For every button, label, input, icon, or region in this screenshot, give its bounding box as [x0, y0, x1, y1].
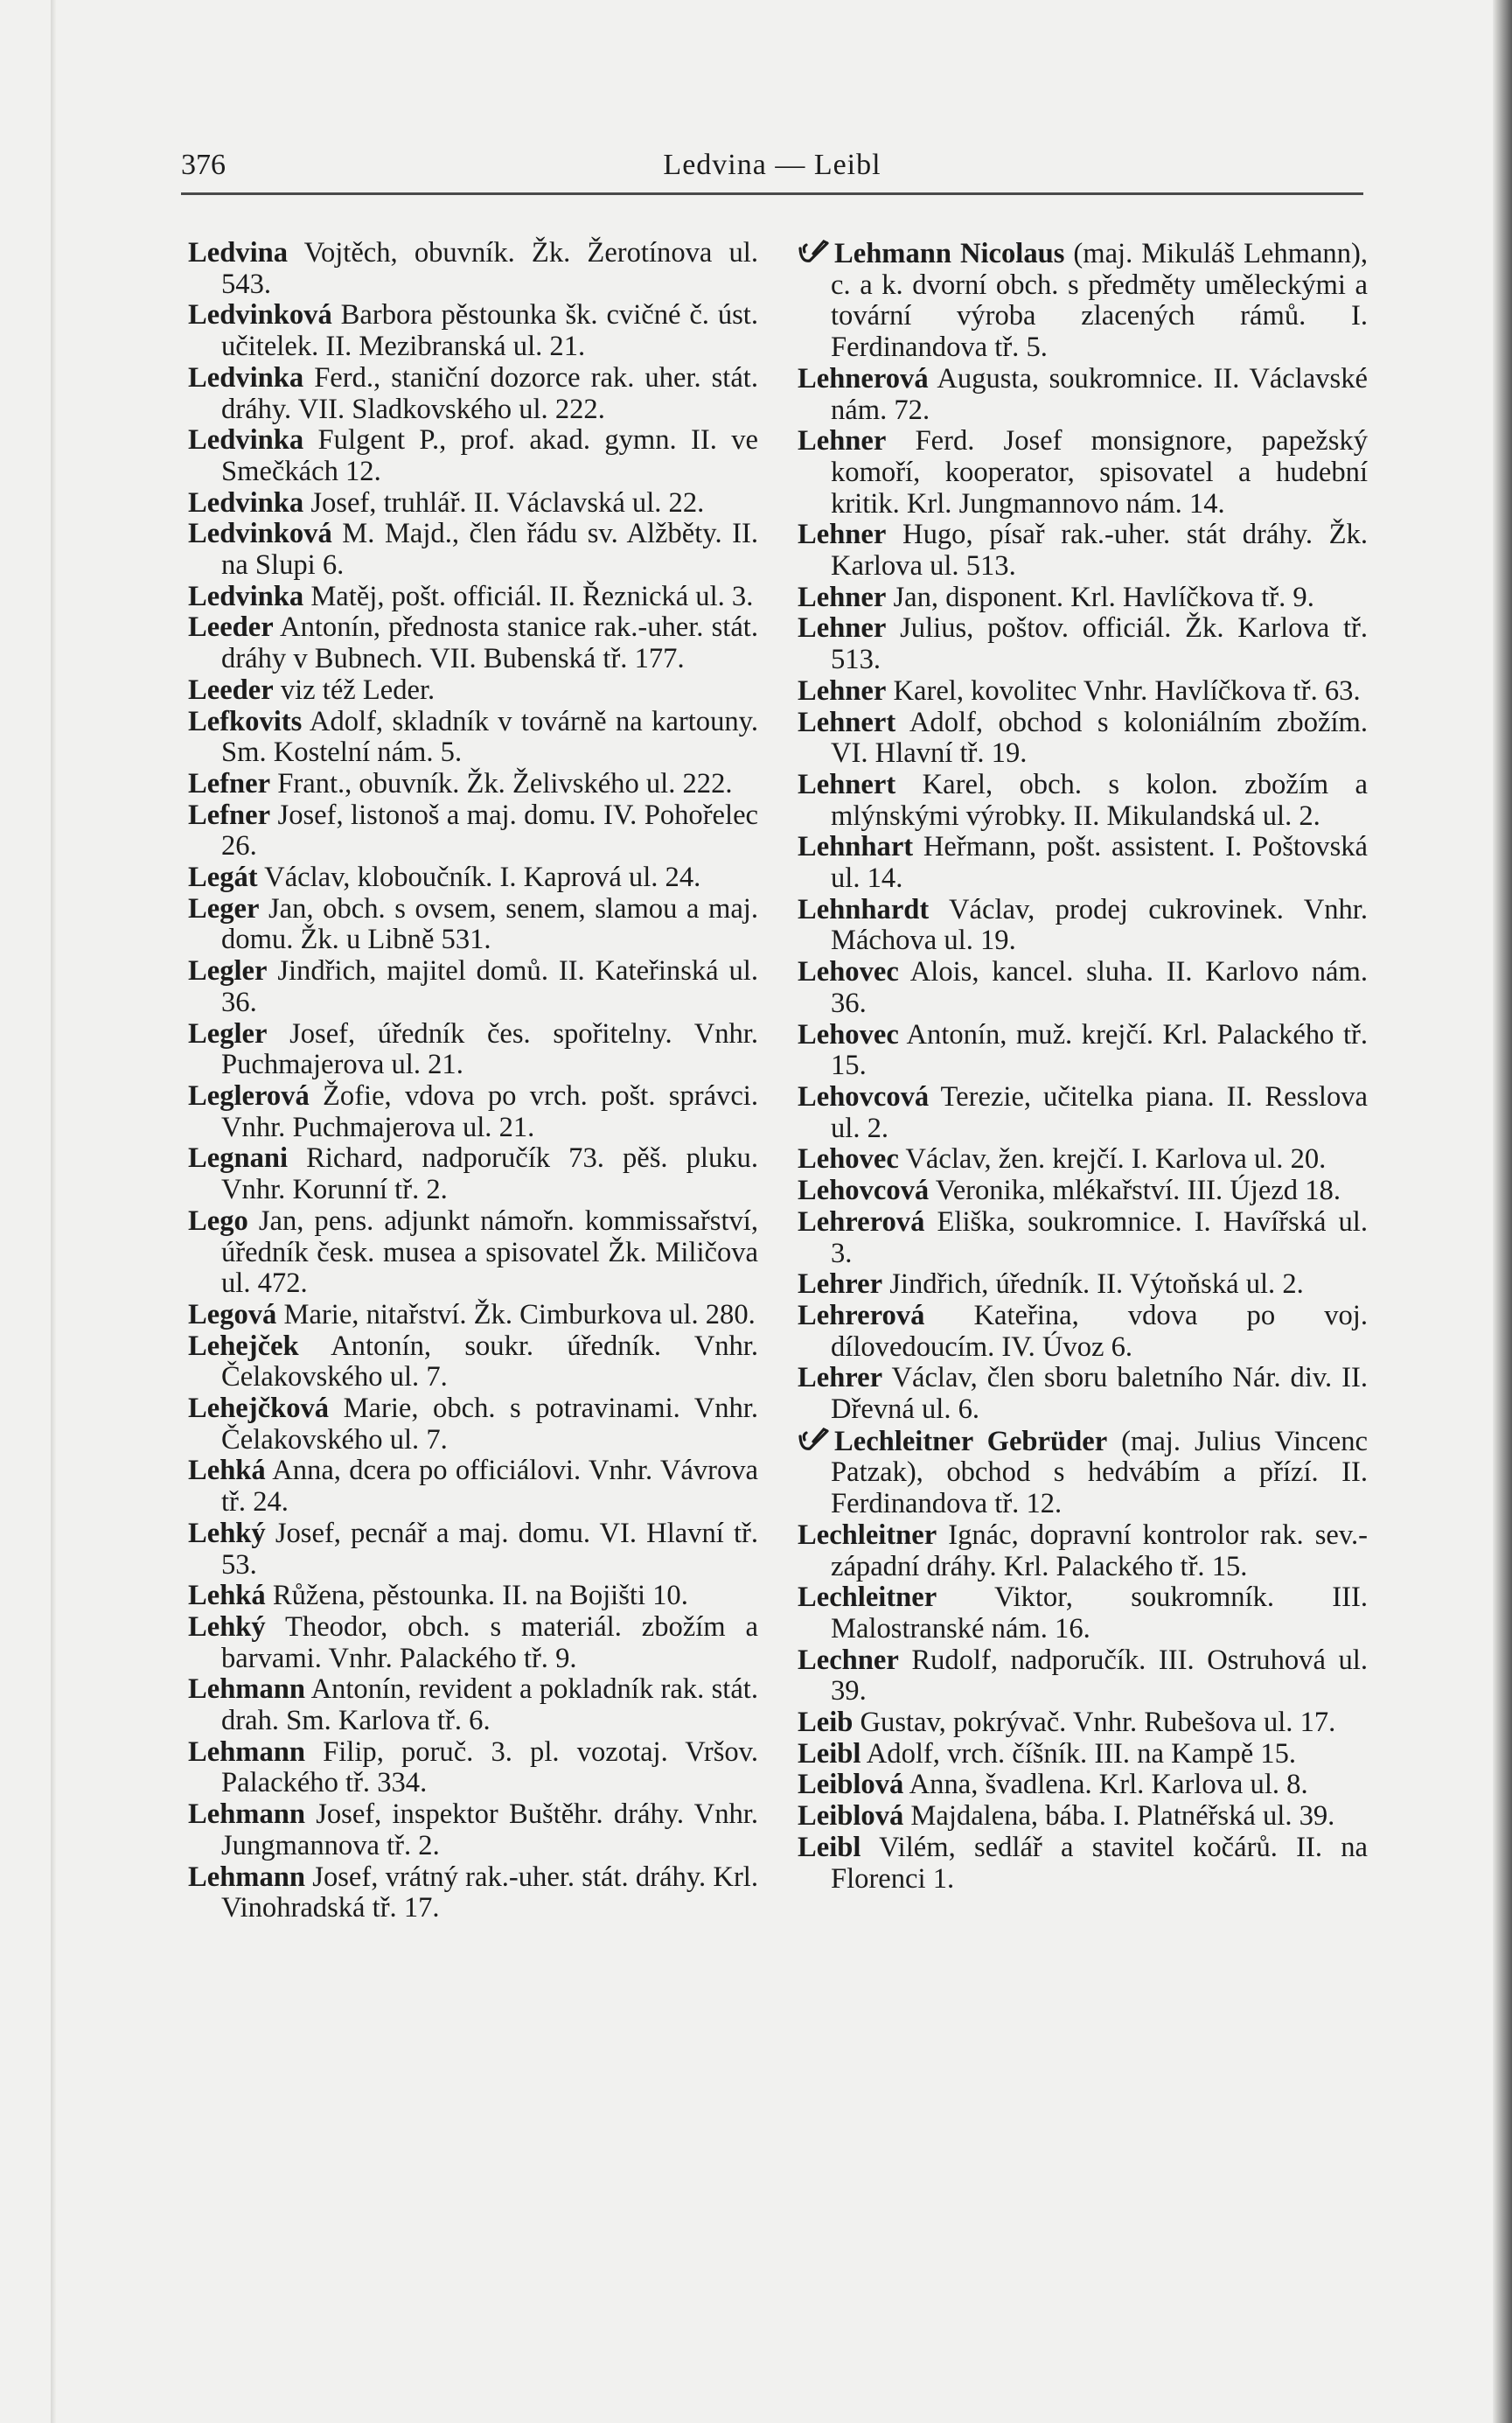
entry-details: Antonín, revident a pokladník rak. stát. drah. Sm. Karlova tř. 6. — [221, 1673, 758, 1737]
entry-details: Fulgent P., prof. akad. gymn. II. ve Smečkách 12. — [221, 424, 758, 487]
directory-entry — [798, 770, 1368, 832]
running-title: Ledvina — Leibl — [663, 149, 881, 181]
entry-surname: Legler — [188, 1017, 268, 1050]
entry-surname: Lehovec — [798, 956, 899, 988]
directory-entry — [798, 426, 1368, 520]
entry-details: Julius, poštov. officiál. Žk. Karlova tř. 513. — [831, 612, 1368, 676]
directory-entry — [798, 583, 1368, 614]
entry-details: Gustav, pokrývač. Vnhr. Rubešova ul. 17. — [853, 1707, 1336, 1739]
entry-details: Veronika, mlékařství. III. Újezd 18. — [929, 1175, 1341, 1207]
entry-details: Marie, nitařství. Žk. Cimburkova ul. 280. — [276, 1298, 756, 1330]
directory-entry — [798, 1645, 1368, 1707]
entry-details: Theodor, obch. s materiál. zbožím a barvami. Vnhr. Palackého tř. 9. — [221, 1610, 758, 1674]
entry-details: Richard, nadporučík 73. pěš. pluku. Vnhr. Korunní tř. 2. — [221, 1142, 758, 1206]
entry-details: Kateřina, vdova po voj. dílovedoucím. IV. Úvoz 6. — [831, 1299, 1368, 1363]
entry-surname: Lehmann — [188, 1798, 305, 1831]
entry-details: Václav, žen. krejčí. I. Karlova ul. 20. — [898, 1143, 1327, 1176]
entry-surname: Ledvinková — [188, 299, 332, 332]
directory-entry — [798, 832, 1368, 894]
directory-entry — [188, 1519, 758, 1581]
entry-surname: Lehmann — [188, 1861, 305, 1893]
directory-column-right — [798, 238, 1368, 1895]
directory-entry — [188, 1456, 758, 1518]
entry-details: Karel, obch. s kolon. zbožím a mlýnskými výrobky. II. Mikulandská ul. 2. — [831, 768, 1368, 832]
entry-details: Vilém, sedlář a stavitel kočárů. II. na Florenci 1. — [831, 1831, 1368, 1895]
directory-entry — [188, 1393, 758, 1456]
entry-surname: Lehký — [188, 1517, 266, 1549]
entry-surname: Lechleitner Gebrüder — [834, 1425, 1108, 1457]
entry-details: Viktor, soukromník. III. Malostranské nám. 16. — [831, 1582, 1368, 1644]
entry-surname: Lehmann — [188, 1735, 305, 1768]
entry-surname: Leiblová — [798, 1769, 904, 1801]
directory-entry — [188, 612, 758, 674]
entry-surname: Lehrer — [798, 1362, 883, 1394]
directory-entry — [188, 707, 758, 769]
directory-entry — [798, 1176, 1368, 1207]
directory-entry — [798, 1739, 1368, 1770]
entry-surname: Lefkovits — [188, 705, 303, 737]
entry-surname: Lehnerová — [798, 362, 929, 395]
entry-details: Josef, úředník čes. spořitelny. Vnhr. Puchmajerova ul. 21. — [221, 1017, 758, 1081]
directory-entry — [798, 1020, 1368, 1082]
directory-entry — [188, 425, 758, 487]
trademark-icon — [798, 1426, 831, 1452]
directory-entry — [798, 1082, 1368, 1144]
entry-details: Josef, inspektor Buštěhr. dráhy. Vnhr. Jungmannova tř. 2. — [221, 1798, 758, 1861]
entry-surname: Lehký — [188, 1610, 266, 1643]
entry-surname: Lechleitner — [798, 1582, 937, 1614]
entry-details: viz též Leder. — [273, 674, 435, 706]
directory-entry — [188, 894, 758, 956]
directory-entry — [798, 1707, 1368, 1739]
entry-details: Rudolf, nadporučík. III. Ostruhová ul. 39. — [831, 1644, 1368, 1707]
entry-surname: Lehejčková — [188, 1393, 330, 1425]
directory-entry — [188, 519, 758, 581]
directory-entry — [798, 520, 1368, 582]
entry-details: Eliška, soukromnice. I. Havířská ul. 3. — [831, 1205, 1368, 1269]
entry-details: Ferd. Josef monsignore, papežský komoří, kooperator, spisovatel a hudební kritik. Krl. Jungmannovo nám. 14. — [831, 425, 1368, 520]
entry-surname: Leger — [188, 892, 260, 925]
entry-surname: Ledvinková — [188, 518, 332, 550]
entry-details: Vojtěch, obuvník. Žk. Žerotínova ul. 543. — [221, 237, 758, 300]
entry-details: Adolf, skladník v továrně na kartouny. Sm. Kostelní nám. 5. — [221, 705, 758, 769]
entry-details: Jan, pens. adjunkt námořn. kommissařství, úředník česk. musea a spisovatel Žk. Miličova ul. 472. — [221, 1205, 758, 1300]
directory-entry — [798, 1520, 1368, 1582]
entry-surname: Lehner — [798, 519, 887, 551]
entry-details: Hugo, písař rak.-uher. stát dráhy. Žk. Karlova ul. 513. — [831, 519, 1368, 583]
entry-surname: Lehovcová — [798, 1175, 930, 1207]
directory-entry — [798, 1301, 1368, 1363]
page-edge-left — [51, 0, 56, 2423]
entry-details: Heřmann, pošt. assistent. I. Poštovská ul. 14. — [831, 831, 1368, 895]
entry-surname: Lefner — [188, 767, 271, 800]
directory-entry — [188, 488, 758, 520]
entry-surname: Lehner — [798, 612, 887, 645]
directory-entry — [188, 1206, 758, 1300]
entry-details: Antonín, přednosta stanice rak.-uher. stát. dráhy v Bubnech. VII. Bubenská tř. 177. — [221, 611, 758, 675]
entry-details: Alois, kancel. sluha. II. Karlovo nám. 36. — [831, 956, 1368, 1019]
directory-entry — [188, 956, 758, 1018]
page-header — [181, 140, 1363, 195]
entry-surname: Leib — [798, 1707, 854, 1739]
entry-surname: Legová — [188, 1298, 277, 1330]
entry-surname: Lehner — [798, 425, 887, 457]
directory-entry — [798, 708, 1368, 770]
entry-surname: Lehká — [188, 1455, 266, 1487]
entry-surname: Lehnert — [798, 706, 896, 738]
entry-surname: Lechner — [798, 1644, 899, 1676]
directory-entry — [188, 1300, 758, 1331]
entry-details: Václav, prodej cukrovinek. Vnhr. Máchova ul. 19. — [831, 893, 1368, 957]
directory-entry — [188, 1581, 758, 1612]
entry-surname: Lehovec — [798, 1018, 899, 1051]
entry-surname: Lehovec — [798, 1143, 899, 1176]
directory-entry — [188, 1737, 758, 1799]
entry-details: (maj. Mikuláš Lehmann), c. a k. dvorní obch. s předměty uměleckými a tovární výroba zlacených rámů. I. Ferdinandova tř. 5. — [831, 238, 1368, 364]
directory-entry — [798, 1363, 1368, 1425]
entry-surname: Lefner — [188, 799, 271, 831]
directory-entry — [798, 364, 1368, 426]
entry-surname: Ledvinka — [188, 424, 304, 457]
entry-details: Václav, člen sboru baletního Nár. div. II. Dřevná ul. 6. — [831, 1362, 1368, 1426]
entry-details: Marie, obch. s potravinami. Vnhr. Čelakovského ul. 7. — [221, 1393, 758, 1456]
entry-details: Jindřich, úředník. II. Výtoňská ul. 2. — [882, 1268, 1304, 1301]
directory-entry — [188, 1674, 758, 1736]
entry-surname: Lehovcová — [798, 1080, 930, 1113]
directory-entry — [798, 1144, 1368, 1176]
entry-surname: Leeder — [188, 674, 274, 706]
entry-surname: Ledvinka — [188, 486, 304, 519]
directory-entry — [798, 1833, 1368, 1895]
entry-surname: Legnani — [188, 1142, 289, 1175]
entry-surname: Lehmann Nicolaus — [834, 238, 1065, 269]
entry-details: Josef, listonoš a maj. domu. IV. Pohořelec 26. — [221, 799, 758, 862]
directory-entry — [188, 1862, 758, 1924]
entry-surname: Ledvinka — [188, 361, 304, 394]
entry-surname: Lehner — [798, 581, 887, 613]
page-number: 376 — [181, 149, 226, 181]
entry-surname: Legler — [188, 955, 268, 988]
directory-entry — [798, 895, 1368, 957]
entry-surname: Lehner — [798, 674, 887, 707]
directory-entry — [188, 862, 758, 894]
entry-details: Josef, truhlář. II. Václavská ul. 22. — [303, 486, 705, 519]
entry-details: Josef, pecnář a maj. domu. VI. Hlavní tř. 53. — [221, 1517, 758, 1581]
entry-details: Karel, kovolitec Vnhr. Havlíčkova tř. 63. — [886, 674, 1361, 707]
entry-details: Žofie, vdova po vrch. pošt. správci. Vnhr. Puchmajerova ul. 21. — [221, 1079, 758, 1143]
entry-details: Václav, kloboučník. I. Kaprová ul. 24. — [257, 862, 701, 894]
entry-details: Frant., obuvník. Žk. Želivského ul. 222. — [270, 767, 733, 800]
entry-details: Matěj, pošt. officiál. II. Řeznická ul. 3. — [303, 580, 754, 612]
entry-surname: Leibl — [798, 1737, 861, 1770]
directory-column-left — [188, 238, 758, 1924]
directory-entry — [188, 363, 758, 425]
entry-details: Ferd., staniční dozorce rak. uher. stát. dráhy. VII. Sladkovského ul. 222. — [221, 361, 758, 425]
entry-surname: Lehnhardt — [798, 893, 930, 925]
directory-entry — [798, 1582, 1368, 1644]
directory-entry — [188, 582, 758, 613]
directory-entry — [798, 1269, 1368, 1301]
directory-entry — [188, 1799, 758, 1861]
directory-entry — [188, 1331, 758, 1393]
entry-details: Růžena, pěstounka. II. na Bojišti 10. — [265, 1580, 688, 1612]
entry-details: Filip, poruč. 3. pl. vozotaj. Vršov. Palackého tř. 334. — [221, 1735, 758, 1799]
entry-surname: Lehrerová — [798, 1205, 925, 1238]
directory-entry — [798, 1801, 1368, 1833]
directory-entry — [188, 800, 758, 862]
entry-surname: Lechleitner — [798, 1519, 937, 1551]
entry-surname: Leeder — [188, 611, 274, 644]
entry-details: Jindřich, majitel domů. II. Kateřinská ul. 36. — [221, 955, 758, 1018]
entry-details: Anna, dcera po officiálovi. Vnhr. Vávrova tř. 24. — [221, 1455, 758, 1519]
entry-surname: Lehnert — [798, 768, 896, 800]
directory-entry — [188, 1612, 758, 1674]
entry-details: Terezie, učitelka piana. II. Resslova ul. 2. — [831, 1080, 1368, 1144]
entry-surname: Leibl — [798, 1831, 861, 1863]
entry-surname: Ledvina — [188, 237, 289, 269]
directory-entry — [188, 1143, 758, 1205]
entry-surname: Lehejček — [188, 1330, 299, 1362]
directory-entry — [188, 1019, 758, 1081]
directory-entry — [798, 1770, 1368, 1801]
entry-surname: Lego — [188, 1205, 248, 1237]
directory-entry — [798, 1207, 1368, 1269]
directory-entry — [188, 769, 758, 800]
directory-entry — [798, 1426, 1368, 1520]
entry-details: Jan, obch. s ovsem, senem, slamou a maj. domu. Žk. u Libně 531. — [221, 892, 758, 956]
entry-details: Barbora pěstounka šk. cvičné č. úst. učitelek. II. Mezibranská ul. 21. — [221, 299, 758, 363]
entry-details: Josef, vrátný rak.-uher. stát. dráhy. Krl. Vinohradská tř. 17. — [221, 1861, 758, 1924]
directory-entry — [188, 675, 758, 707]
entry-surname: Ledvinka — [188, 580, 304, 612]
entry-details: Majdalena, bába. I. Platnéřská ul. 39. — [903, 1800, 1335, 1833]
directory-entry — [798, 676, 1368, 708]
entry-surname: Leglerová — [188, 1079, 310, 1112]
entry-surname: Lehnhart — [798, 831, 914, 863]
entry-surname: Lehká — [188, 1580, 266, 1612]
entry-details: Adolf, vrch. číšník. III. na Kampě 15. — [861, 1737, 1297, 1770]
entry-surname: Lehrer — [798, 1268, 883, 1301]
entry-details: Antonín, muž. krejčí. Krl. Palackého tř. 15. — [831, 1018, 1368, 1082]
entry-details: (maj. Julius Vincenc Patzak), obchod s hedvábím a přízí. II. Ferdinandova tř. 12. — [831, 1425, 1368, 1520]
page-edge-right — [1493, 0, 1512, 2423]
entry-details: Jan, disponent. Krl. Havlíčkova tř. 9. — [886, 581, 1314, 613]
entry-details: Ignác, dopravní kontrolor rak. sev.-západní dráhy. Krl. Palackého tř. 15. — [831, 1519, 1368, 1582]
directory-entry — [798, 957, 1368, 1019]
entry-details: Augusta, soukromnice. II. Václavské nám. 72. — [831, 362, 1368, 426]
directory-entry — [188, 1081, 758, 1143]
entry-details: Anna, švadlena. Krl. Karlova ul. 8. — [903, 1769, 1308, 1801]
directory-entry — [188, 238, 758, 300]
entry-surname: Lehmann — [188, 1673, 305, 1706]
directory-entry — [798, 238, 1368, 364]
directory-entry — [188, 300, 758, 362]
directory-entry — [798, 613, 1368, 675]
entry-details: Antonín, soukr. úředník. Vnhr. Čelakovského ul. 7. — [221, 1330, 758, 1393]
entry-details: M. Majd., člen řádu sv. Alžběty. II. na Slupi 6. — [221, 518, 758, 582]
entry-surname: Legát — [188, 862, 258, 894]
trademark-icon — [798, 238, 831, 264]
entry-surname: Leiblová — [798, 1800, 904, 1833]
entry-surname: Lehrerová — [798, 1299, 925, 1331]
entry-details: Adolf, obchod s koloniálním zbožím. VI. Hlavní tř. 19. — [831, 706, 1368, 770]
